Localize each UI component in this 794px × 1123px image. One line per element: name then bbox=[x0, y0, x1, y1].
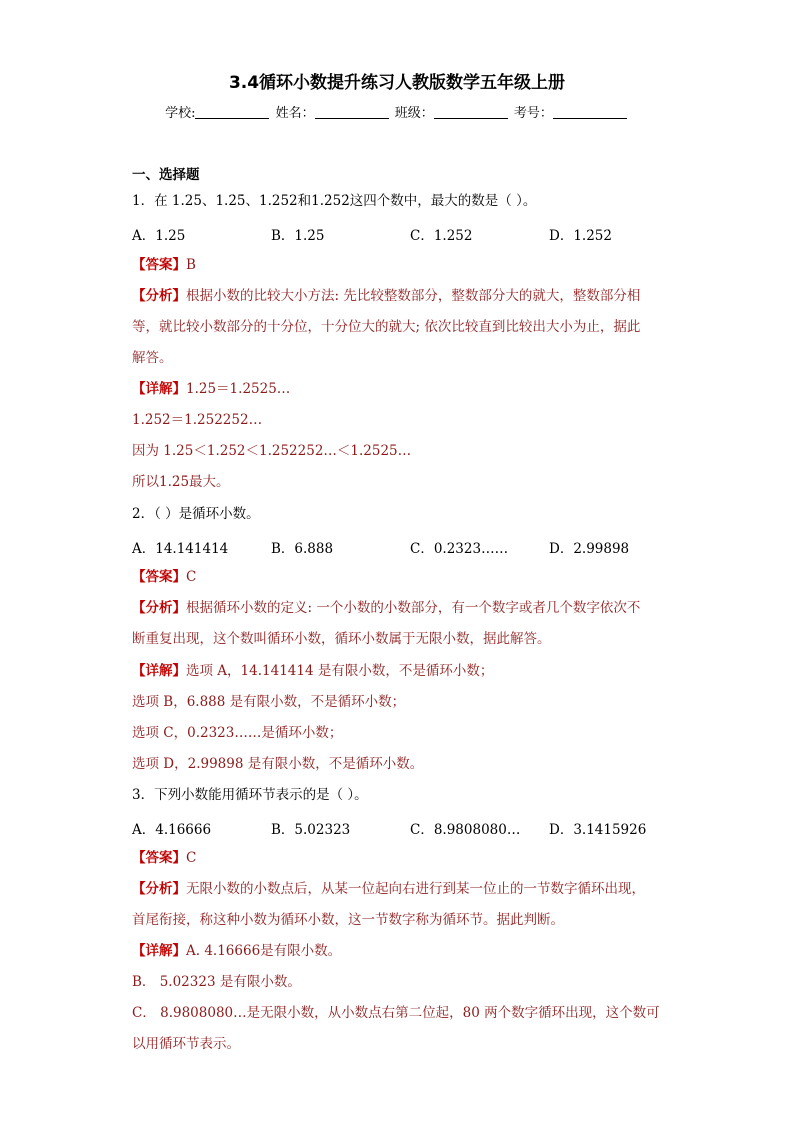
name-blank[interactable] bbox=[315, 106, 389, 119]
q3-detail-2: B． 5.02323 是有限小数。 bbox=[132, 974, 301, 990]
q1-analysis-3: 解答。 bbox=[132, 350, 173, 366]
q1-detail-text-1: 1.2̇5̇＝1.2525… bbox=[186, 381, 291, 397]
q2-option-d: D．2.99898 bbox=[549, 541, 630, 557]
q1-analysis-1 bbox=[132, 287, 640, 305]
q2-detail-1 bbox=[132, 662, 493, 680]
q1-detail-3: 因为 1.25＜1.252＜1.252252…＜1.2525… bbox=[132, 443, 412, 459]
q2-stem: 2．（ ）是循环小数。 bbox=[132, 506, 260, 522]
q2-detail-2: 选项 B，6.888 是有限小数，不是循环小数； bbox=[132, 694, 406, 710]
q1-analysis-text-1: 根据小数的比较大小方法: 先比较整数部分，整数部分大的就大，整数部分相 bbox=[186, 288, 641, 304]
q1-option-c: C．1.252 bbox=[410, 228, 473, 244]
analysis-tag: 【分析】 bbox=[132, 288, 186, 304]
school-blank[interactable] bbox=[195, 106, 269, 119]
exam-no-label: 考号： bbox=[513, 106, 553, 121]
q2-analysis-1 bbox=[132, 599, 640, 617]
q2-option-c: C．0.2323…… bbox=[410, 541, 509, 557]
class-blank[interactable] bbox=[434, 106, 508, 119]
q1-answer bbox=[132, 256, 196, 274]
q3-option-b: B．5.02323 bbox=[271, 822, 351, 838]
q1-answer-value: B bbox=[186, 257, 196, 273]
q3-option-d: D．3.1415926 bbox=[549, 822, 647, 838]
q2-option-b: B．6.888 bbox=[271, 541, 334, 557]
q3-analysis-1 bbox=[132, 880, 645, 898]
q1-option-d: D．1.2̇52̇ bbox=[549, 228, 612, 244]
q2-detail-text-1: 选项 A，14.141414 是有限小数，不是循环小数； bbox=[186, 663, 494, 679]
q3-option-c: C．8.9808080… bbox=[410, 822, 521, 838]
q1-analysis-2: 等，就比较小数部分的十分位，十分位大的就大; 依次比较直到比较出大小为止，据此 bbox=[132, 319, 641, 335]
q1-stem: 1．在 1.25、1.2̇5̇、1.252和1.2̇52̇这四个数中，最大的数是（ ）。 bbox=[132, 193, 537, 209]
detail-tag: 【详解】 bbox=[132, 381, 186, 397]
q2-answer bbox=[132, 568, 196, 586]
q3-answer bbox=[132, 849, 196, 867]
q3-stem: 3．下列小数能用循环节表示的是（ ）。 bbox=[132, 787, 368, 803]
name-label: 姓名： bbox=[275, 106, 315, 121]
analysis-tag: 【分析】 bbox=[132, 881, 186, 897]
q1-detail-2: 1.2̇52̇＝1.252252… bbox=[132, 412, 263, 428]
class-label: 班级： bbox=[394, 106, 434, 121]
q1-detail-4: 所以1.2̇5̇最大。 bbox=[132, 474, 230, 490]
q1-option-a: A．1.25 bbox=[132, 228, 186, 244]
q3-answer-value: C bbox=[186, 850, 197, 866]
q2-detail-4: 选项 D，2.99898 是有限小数，不是循环小数。 bbox=[132, 756, 424, 772]
exam-no-blank[interactable] bbox=[553, 106, 627, 119]
section-heading: 一、选择题 bbox=[132, 167, 200, 183]
q3-option-a: A．4.16666 bbox=[132, 822, 212, 838]
q2-detail-3: 选项 C，0.2323……是循环小数； bbox=[132, 725, 343, 741]
q3-analysis-text-1: 无限小数的小数点后，从某一位起向右进行到某一位止的一节数字循环出现， bbox=[186, 881, 645, 897]
detail-tag: 【详解】 bbox=[132, 943, 186, 959]
q3-detail-text-1: A. 4.16666是有限小数。 bbox=[186, 943, 342, 959]
school-label: 学校: bbox=[165, 106, 196, 121]
q3-detail-1 bbox=[132, 942, 341, 960]
detail-tag: 【详解】 bbox=[132, 663, 186, 679]
q3-detail-4: 以用循环节表示。 bbox=[132, 1036, 240, 1052]
q1-detail-1 bbox=[132, 380, 290, 398]
q2-option-a: A．14.141414 bbox=[132, 541, 229, 557]
q1-option-b: B．1.2̇5̇ bbox=[271, 228, 325, 244]
q2-analysis-2: 断重复出现，这个数叫循环小数，循环小数属于无限小数，据此解答。 bbox=[132, 631, 551, 647]
answer-tag: 【答案】 bbox=[132, 850, 186, 866]
q3-analysis-2: 首尾衔接，称这种小数为循环小数，这一节数字称为循环节。据此判断。 bbox=[132, 912, 564, 928]
analysis-tag: 【分析】 bbox=[132, 600, 186, 616]
student-info-line bbox=[0, 102, 794, 121]
q2-answer-value: C bbox=[186, 569, 197, 585]
answer-tag: 【答案】 bbox=[132, 257, 186, 273]
q2-analysis-text-1: 根据循环小数的定义: 一个小数的小数部分，有一个数字或者几个数字依次不 bbox=[186, 600, 641, 616]
answer-tag: 【答案】 bbox=[132, 569, 186, 585]
q3-detail-3: C． 8.9808080…是无限小数，从小数点右第二位起，80 两个数字循环出现，这个数可 bbox=[132, 1005, 660, 1021]
page-title: 3.4循环小数提升练习人教版数学五年级上册 bbox=[228, 73, 566, 93]
